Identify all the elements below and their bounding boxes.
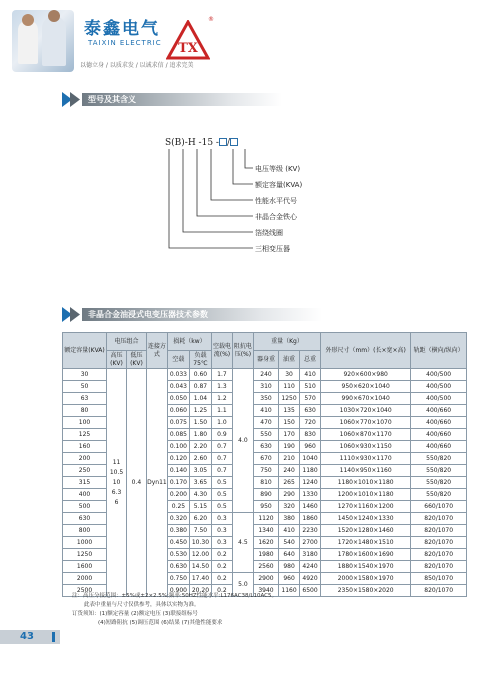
note-line: 订货须知：(1)额定容量 (2)额定电压 (3)联接组标号 — [72, 611, 198, 617]
section-header-table — [62, 307, 322, 322]
cell-load-loss: 2.60 — [189, 453, 211, 465]
cell-capacity: 250 — [63, 465, 107, 477]
table-notes — [72, 592, 277, 628]
cell-total-weight: 4920 — [300, 573, 321, 585]
cell-gauge: 820/1070 — [411, 585, 467, 597]
cell-capacity: 630 — [63, 513, 107, 525]
cell-no-load-current: 0.2 — [211, 573, 232, 585]
cell-gauge: 820/1070 — [411, 513, 467, 525]
cell-oil-weight: 980 — [279, 561, 300, 573]
hv-value: 10.5 — [109, 468, 124, 476]
cell-body-weight: 350 — [253, 393, 278, 405]
cell-no-load-current: 0.7 — [211, 465, 232, 477]
cell-body-weight: 950 — [253, 501, 278, 513]
cell-no-load-current: 0.5 — [211, 477, 232, 489]
cell-connection-merged: Dyn11 — [146, 369, 167, 597]
cell-load-loss: 3.65 — [189, 477, 211, 489]
cell-no-load-loss: 0.450 — [167, 537, 189, 549]
cell-dimensions: 1780×1600×1690 — [321, 549, 411, 561]
col-no-load-loss: 空载 — [167, 351, 189, 369]
cell-no-load-loss: 0.25 — [167, 501, 189, 513]
cell-gauge: 550/820 — [411, 465, 467, 477]
cell-oil-weight: 240 — [279, 465, 300, 477]
col-voltage-combo: 电压组合 — [107, 333, 147, 351]
cell-no-load-current: 0.2 — [211, 585, 232, 597]
cell-total-weight: 1860 — [300, 513, 321, 525]
cell-total-weight: 510 — [300, 381, 321, 393]
label-performance-code: 性能水平代号 — [255, 197, 297, 205]
spec-table — [62, 332, 467, 597]
cell-gauge: 400/660 — [411, 441, 467, 453]
label-foil-coil: 箔绕线圈 — [255, 229, 283, 237]
cell-total-weight: 2700 — [300, 537, 321, 549]
section-title-model: 型号及其含义 — [88, 95, 136, 104]
cell-oil-weight: 290 — [279, 489, 300, 501]
cell-oil-weight: 265 — [279, 477, 300, 489]
cell-total-weight: 630 — [300, 405, 321, 417]
cell-total-weight: 410 — [300, 369, 321, 381]
cell-capacity: 1000 — [63, 537, 107, 549]
col-loss: 损耗（kw） — [167, 333, 211, 351]
cell-body-weight: 550 — [253, 429, 278, 441]
cell-load-loss: 1.80 — [189, 429, 211, 441]
cell-dimensions: 990×670×1040 — [321, 393, 411, 405]
cell-capacity: 160 — [63, 441, 107, 453]
cell-oil-weight: 110 — [279, 381, 300, 393]
table-row — [63, 369, 467, 381]
col-body-weight: 器身重 — [253, 351, 278, 369]
col-load-loss: 负载75℃ — [189, 351, 211, 369]
cell-total-weight: 6500 — [300, 585, 321, 597]
section-header-model — [62, 92, 282, 107]
cell-no-load-loss: 0.320 — [167, 513, 189, 525]
col-rated-capacity: 额定容量(KVA) — [63, 333, 107, 369]
cell-no-load-current: 0.3 — [211, 525, 232, 537]
brand-slogan: 以德立身 / 以质求发 / 以诚求信 / 追求完美 — [80, 62, 194, 69]
cell-body-weight: 750 — [253, 465, 278, 477]
cell-total-weight: 1240 — [300, 477, 321, 489]
cell-dimensions: 1520×1280×1460 — [321, 525, 411, 537]
cell-no-load-current: 1.0 — [211, 417, 232, 429]
cell-body-weight: 670 — [253, 453, 278, 465]
cell-no-load-current: 0.9 — [211, 429, 232, 441]
model-code-diagram — [165, 138, 355, 273]
cell-no-load-current: 0.3 — [211, 537, 232, 549]
cell-no-load-current: 1.3 — [211, 381, 232, 393]
cell-no-load-current: 1.2 — [211, 393, 232, 405]
section-title-table: 非晶合金油浸式电变压器技术参数 — [88, 310, 208, 319]
cell-load-loss: 10.30 — [189, 537, 211, 549]
cell-gauge: 400/500 — [411, 369, 467, 381]
col-hv: 高压(KV) — [107, 351, 127, 369]
cell-gauge: 820/1070 — [411, 561, 467, 573]
page-number-bar — [0, 630, 60, 644]
cell-no-load-current: 0.7 — [211, 453, 232, 465]
cell-gauge: 400/660 — [411, 417, 467, 429]
cell-body-weight: 410 — [253, 405, 278, 417]
hv-value: 10 — [112, 478, 121, 486]
col-oil-weight: 油重 — [279, 351, 300, 369]
cell-dimensions: 1030×720×1040 — [321, 405, 411, 417]
spec-table-body — [63, 369, 467, 597]
label-three-phase: 三相变压器 — [255, 245, 290, 253]
cell-no-load-loss: 0.530 — [167, 549, 189, 561]
cell-load-loss: 0.60 — [189, 369, 211, 381]
cell-total-weight: 830 — [300, 429, 321, 441]
cell-total-weight: 570 — [300, 393, 321, 405]
brand-name-en: TAIXIN ELECTRIC — [88, 39, 162, 47]
col-dimensions: 外形尺寸（mm）(长×宽×高) — [321, 333, 411, 369]
cell-no-load-current: 1.7 — [211, 369, 232, 381]
cell-load-loss: 1.04 — [189, 393, 211, 405]
col-connection: 连接方式 — [146, 333, 167, 369]
cell-body-weight: 1980 — [253, 549, 278, 561]
cell-no-load-loss: 0.750 — [167, 573, 189, 585]
label-amorphous-core: 非晶合金铁心 — [255, 213, 297, 221]
cell-body-weight: 810 — [253, 477, 278, 489]
cell-capacity: 100 — [63, 417, 107, 429]
note-line: 此表中重量与尺寸仅供参考，具体以实物为准。 — [84, 602, 200, 608]
cell-total-weight: 960 — [300, 441, 321, 453]
cell-dimensions: 1880×1540×1970 — [321, 561, 411, 573]
section-arrow-icon — [62, 307, 86, 322]
cell-oil-weight: 30 — [279, 369, 300, 381]
header-photo — [12, 10, 74, 72]
col-lv: 低压(KV) — [126, 351, 146, 369]
cell-no-load-loss: 0.050 — [167, 393, 189, 405]
cell-dimensions: 1060×770×1070 — [321, 417, 411, 429]
cell-no-load-loss: 0.100 — [167, 441, 189, 453]
hv-value: 6 — [114, 498, 119, 506]
cell-no-load-current: 1.1 — [211, 405, 232, 417]
cell-load-loss: 3.05 — [189, 465, 211, 477]
model-code-prefix: S — [165, 138, 172, 148]
cell-dimensions: 1450×1240×1330 — [321, 513, 411, 525]
spec-table-wrapper — [62, 332, 467, 597]
cell-no-load-loss: 0.140 — [167, 465, 189, 477]
cell-body-weight: 3940 — [253, 585, 278, 597]
cell-body-weight: 890 — [253, 489, 278, 501]
cell-body-weight: 2900 — [253, 573, 278, 585]
cell-capacity: 200 — [63, 453, 107, 465]
note-line: 注：高压分接范围：±5%或±2×2.5%;频率:50HZ性能水平:L176AC38/L10AC5。 — [72, 593, 277, 599]
cell-capacity: 30 — [63, 369, 107, 381]
cell-no-load-current: 0.2 — [211, 561, 232, 573]
cell-total-weight: 1180 — [300, 465, 321, 477]
cell-capacity: 2500 — [63, 585, 107, 597]
cell-dimensions: 1060×870×1170 — [321, 429, 411, 441]
cell-load-loss: 0.87 — [189, 381, 211, 393]
model-code-sep: / — [226, 138, 231, 148]
cell-load-loss: 2.20 — [189, 441, 211, 453]
cell-load-loss: 1.25 — [189, 405, 211, 417]
cell-oil-weight: 410 — [279, 525, 300, 537]
cell-no-load-loss: 0.170 — [167, 477, 189, 489]
cell-gauge: 400/660 — [411, 405, 467, 417]
cell-load-loss: 20.20 — [189, 585, 211, 597]
page-number: 43 — [20, 631, 34, 642]
brand-name: 泰鑫电气 — [84, 19, 160, 39]
cell-body-weight: 2560 — [253, 561, 278, 573]
cell-hv-merged — [107, 369, 127, 597]
cell-capacity: 500 — [63, 501, 107, 513]
spec-table-header — [63, 333, 467, 369]
section-arrow-icon — [62, 92, 86, 107]
cell-no-load-loss: 0.900 — [167, 585, 189, 597]
cell-no-load-loss: 0.033 — [167, 369, 189, 381]
cell-dimensions: 920×600×980 — [321, 369, 411, 381]
label-rated-capacity: 额定容量(KVA) — [255, 181, 303, 189]
cell-body-weight: 470 — [253, 417, 278, 429]
cell-oil-weight: 135 — [279, 405, 300, 417]
cell-no-load-loss: 0.200 — [167, 489, 189, 501]
cell-impedance-merged: 5.0 — [232, 573, 253, 597]
cell-no-load-current: 0.3 — [211, 513, 232, 525]
cell-oil-weight: 960 — [279, 573, 300, 585]
cell-dimensions: 1720×1480×1510 — [321, 537, 411, 549]
cell-gauge: 550/820 — [411, 489, 467, 501]
cell-dimensions: 1140×950×1160 — [321, 465, 411, 477]
cell-dimensions: 1180×1010×1180 — [321, 477, 411, 489]
cell-load-loss: 17.40 — [189, 573, 211, 585]
cell-gauge: 550/820 — [411, 453, 467, 465]
cell-body-weight: 240 — [253, 369, 278, 381]
cell-gauge: 820/1070 — [411, 549, 467, 561]
cell-no-load-loss: 0.085 — [167, 429, 189, 441]
cell-gauge: 400/500 — [411, 381, 467, 393]
cell-no-load-loss: 0.380 — [167, 525, 189, 537]
cell-impedance-merged: 4.0 — [232, 369, 253, 513]
cell-gauge: 660/1070 — [411, 501, 467, 513]
cell-capacity: 80 — [63, 405, 107, 417]
cell-load-loss: 7.50 — [189, 525, 211, 537]
cell-oil-weight: 150 — [279, 417, 300, 429]
cell-dimensions: 1200×1010×1180 — [321, 489, 411, 501]
cell-no-load-loss: 0.060 — [167, 405, 189, 417]
cell-total-weight: 3180 — [300, 549, 321, 561]
cell-dimensions: 1110×930×1170 — [321, 453, 411, 465]
cell-oil-weight: 1250 — [279, 393, 300, 405]
cell-capacity: 315 — [63, 477, 107, 489]
registered-mark: ® — [208, 16, 214, 23]
col-gauge: 轨距（横向/纵向） — [411, 333, 467, 369]
cell-no-load-loss: 0.075 — [167, 417, 189, 429]
cell-oil-weight: 1160 — [279, 585, 300, 597]
cell-load-loss: 1.50 — [189, 417, 211, 429]
cell-lv-merged: 0.4 — [126, 369, 146, 597]
cell-no-load-loss: 0.630 — [167, 561, 189, 573]
cell-total-weight: 4240 — [300, 561, 321, 573]
cell-body-weight: 1340 — [253, 525, 278, 537]
cell-oil-weight: 170 — [279, 429, 300, 441]
cell-no-load-current: 0.2 — [211, 549, 232, 561]
hv-value: 6.3 — [111, 488, 122, 496]
cell-no-load-current: 0.7 — [211, 441, 232, 453]
cell-capacity: 50 — [63, 381, 107, 393]
cell-dimensions: 2000×1580×1970 — [321, 573, 411, 585]
cell-gauge: 550/820 — [411, 477, 467, 489]
label-voltage-class: 电压等级 (KV) — [255, 165, 301, 173]
cell-oil-weight: 380 — [279, 513, 300, 525]
page-accent — [52, 632, 55, 642]
cell-oil-weight: 190 — [279, 441, 300, 453]
cell-impedance-merged: 4.5 — [232, 513, 253, 573]
cell-capacity: 125 — [63, 429, 107, 441]
cell-dimensions: 1270×1160×1200 — [321, 501, 411, 513]
cell-load-loss: 14.50 — [189, 561, 211, 573]
cell-capacity: 63 — [63, 393, 107, 405]
cell-capacity: 400 — [63, 489, 107, 501]
cell-load-loss: 12.00 — [189, 549, 211, 561]
cell-total-weight: 1330 — [300, 489, 321, 501]
cell-load-loss: 4.30 — [189, 489, 211, 501]
cell-oil-weight: 540 — [279, 537, 300, 549]
cell-total-weight: 1460 — [300, 501, 321, 513]
cell-gauge: 400/660 — [411, 429, 467, 441]
cell-capacity: 2000 — [63, 573, 107, 585]
cell-dimensions: 950×620×1040 — [321, 381, 411, 393]
cell-body-weight: 1620 — [253, 537, 278, 549]
cell-capacity: 1250 — [63, 549, 107, 561]
cell-load-loss: 5.15 — [189, 501, 211, 513]
cell-oil-weight: 320 — [279, 501, 300, 513]
company-logo — [166, 20, 210, 60]
cell-oil-weight: 210 — [279, 453, 300, 465]
col-impedance: 阻抗电压(%) — [232, 333, 253, 369]
cell-capacity: 1600 — [63, 561, 107, 573]
cell-gauge: 820/1070 — [411, 525, 467, 537]
cell-no-load-loss: 0.120 — [167, 453, 189, 465]
cell-total-weight: 720 — [300, 417, 321, 429]
col-no-load-current: 空载电流(%) — [211, 333, 232, 369]
cell-oil-weight: 640 — [279, 549, 300, 561]
cell-total-weight: 1040 — [300, 453, 321, 465]
col-total-weight: 总重 — [300, 351, 321, 369]
cell-dimensions: 2350×1580×2020 — [321, 585, 411, 597]
logo-letters: TX — [178, 41, 198, 56]
cell-no-load-loss: 0.043 — [167, 381, 189, 393]
cell-no-load-current: 0.5 — [211, 501, 232, 513]
model-code-mid: (B)-H -15 - — [171, 138, 219, 148]
cell-gauge: 820/1070 — [411, 537, 467, 549]
hv-value: 11 — [112, 458, 121, 466]
cell-total-weight: 2230 — [300, 525, 321, 537]
col-weight: 重量（Kg） — [253, 333, 320, 351]
page-header — [0, 0, 500, 80]
cell-gauge: 400/500 — [411, 393, 467, 405]
cell-body-weight: 310 — [253, 381, 278, 393]
cell-no-load-current: 0.5 — [211, 489, 232, 501]
cell-dimensions: 1060×930×1150 — [321, 441, 411, 453]
cell-body-weight: 1120 — [253, 513, 278, 525]
cell-gauge: 850/1070 — [411, 573, 467, 585]
note-line: (4)短路阻抗 (5)调压范围 (6)结果 (7)其他性能要求 — [98, 620, 223, 626]
cell-body-weight: 630 — [253, 441, 278, 453]
cell-load-loss: 6.20 — [189, 513, 211, 525]
cell-capacity: 800 — [63, 525, 107, 537]
